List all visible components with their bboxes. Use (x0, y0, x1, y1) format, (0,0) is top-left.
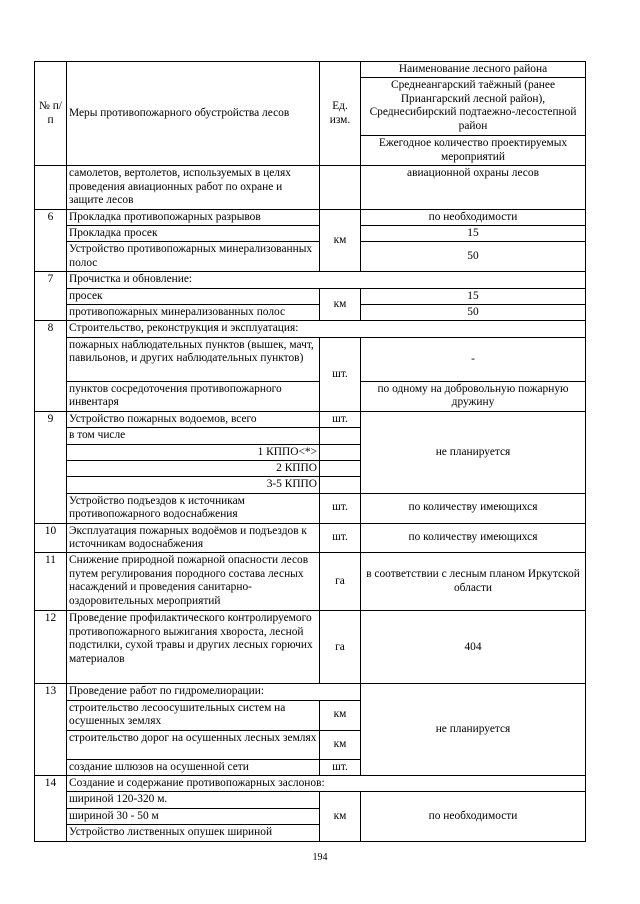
row6-num: 6 (35, 209, 67, 272)
row14c-text: Устройство лиственных опушек шириной (67, 825, 320, 841)
row14-value: по необходимости (361, 792, 586, 841)
row13-text: Проведение работ по гидромелиорации: (67, 684, 361, 700)
row9c-text: 2 КППО (67, 460, 320, 476)
fire-measures-table (34, 61, 586, 842)
row9-text: Устройство пожарных водоемов, всего (67, 411, 320, 427)
row13-value: не планируется (361, 684, 586, 776)
row11-text: Снижение природной пожарной опасности лесов путем регулирования породного состава лесных насаждений и проведения санитарно-оздоровительных мероприятий (67, 553, 320, 611)
row10-text: Эксплуатация пожарных водоёмов и подъездов к источникам водоснабжения (67, 523, 320, 553)
row9c-unit (320, 460, 361, 476)
header-num: № п/п (35, 62, 67, 166)
row6b-text: Устройство противопожарных минерализованных полос (67, 242, 320, 272)
row8-num: 8 (35, 321, 67, 411)
row9b-text: 1 КППО<*> (67, 444, 320, 460)
row7b-value: 50 (361, 305, 586, 321)
cont-num (35, 166, 67, 209)
row12-text: Проведение профилактического контролируемого противопожарного выжигания хвороста, лесной подстилки, сухой травы и других лесных горючих материалов (67, 611, 320, 684)
row10-unit: шт. (320, 523, 361, 553)
row8a-text: пожарных наблюдательных пунктов (вышек, мачт, павильонов, и других наблюдательных пунктов) (67, 337, 320, 381)
row9e-text: Устройство подъездов к источникам противопожарного водоснабжения (67, 493, 320, 523)
row10-num: 10 (35, 523, 67, 553)
row6a-text: Прокладка просек (67, 226, 320, 242)
row14-text: Создание и содержание противопожарных заслонов: (67, 775, 586, 791)
row9d-text: 3-5 КППО (67, 477, 320, 493)
row14-unit: км (320, 792, 361, 841)
row7-unit: км (320, 288, 361, 321)
page-number: 194 (312, 852, 328, 863)
row14-num: 14 (35, 775, 67, 841)
row11-value: в соответствии с лесным планом Иркутской области (361, 553, 586, 611)
row9a-text: в том числе (67, 428, 320, 444)
row6b-value: 50 (361, 242, 586, 272)
row9e-value: по количеству имеющихся (361, 493, 586, 523)
row8b-text: пунктов сосредоточения противопожарного инвентаря (67, 381, 320, 411)
row12-value: 404 (361, 611, 586, 684)
row7a-value: 15 (361, 288, 586, 304)
row9-unit: шт. (320, 411, 361, 427)
row9a-unit (320, 428, 361, 444)
row14a-text: шириной 120-320 м. (67, 792, 320, 808)
row13b-text: строительство дорог на осушенных лесных землях (67, 730, 320, 759)
row9-num: 9 (35, 411, 67, 523)
row12-unit: га (320, 611, 361, 684)
row12-num: 12 (35, 611, 67, 684)
row6-value: по необходимости (361, 209, 586, 225)
row6-text: Прокладка противопожарных разрывов (67, 209, 320, 225)
row9b-unit (320, 444, 361, 460)
row8-text: Строительство, реконструкция и эксплуатация: (67, 321, 586, 337)
row9d-unit (320, 477, 361, 493)
row13b-unit: км (320, 730, 361, 759)
row9-value: не планируется (361, 411, 586, 493)
header-measures: Меры противопожарного обустройства лесов (67, 62, 320, 166)
cont-unit (320, 166, 361, 209)
row7-num: 7 (35, 272, 67, 321)
row10-value: по количеству имеющихся (361, 523, 586, 553)
row13c-unit: шт. (320, 759, 361, 775)
row13c-text: создание шлюзов на осушенной сети (67, 759, 320, 775)
header-annual-qty: Ежегодное количество проектируемых мероприятий (361, 136, 586, 166)
row8-unit: шт. (320, 337, 361, 411)
row8a-value: - (361, 337, 586, 381)
row13-num: 13 (35, 684, 67, 776)
row13a-text: строительство лесоосушительных систем на осушенных землях (67, 700, 320, 730)
row13a-unit: км (320, 700, 361, 730)
row11-num: 11 (35, 553, 67, 611)
cont-text: самолетов, вертолетов, используемых в целях проведения авиационных работ по охране и защите лесов (67, 166, 320, 209)
cont-value: авиационной охраны лесов (361, 166, 586, 209)
header-region-name: Среднеангарский таёжный (ранее Приангарский лесной район), Среднесибирский подтаежно-лесостепной район (361, 78, 586, 136)
row8b-value: по одному на добровольную пожарную дружину (361, 381, 586, 411)
header-region-title: Наименование лесного района (361, 62, 586, 78)
row7b-text: противопожарных минерализованных полос (67, 305, 320, 321)
row9e-unit: шт. (320, 493, 361, 523)
row7-text: Прочистка и обновление: (67, 272, 586, 288)
header-unit: Ед. изм. (320, 62, 361, 166)
row6-unit: км (320, 209, 361, 272)
row14b-text: шириной 30 - 50 м (67, 808, 320, 824)
row11-unit: га (320, 553, 361, 611)
row6a-value: 15 (361, 226, 586, 242)
row7a-text: просек (67, 288, 320, 304)
